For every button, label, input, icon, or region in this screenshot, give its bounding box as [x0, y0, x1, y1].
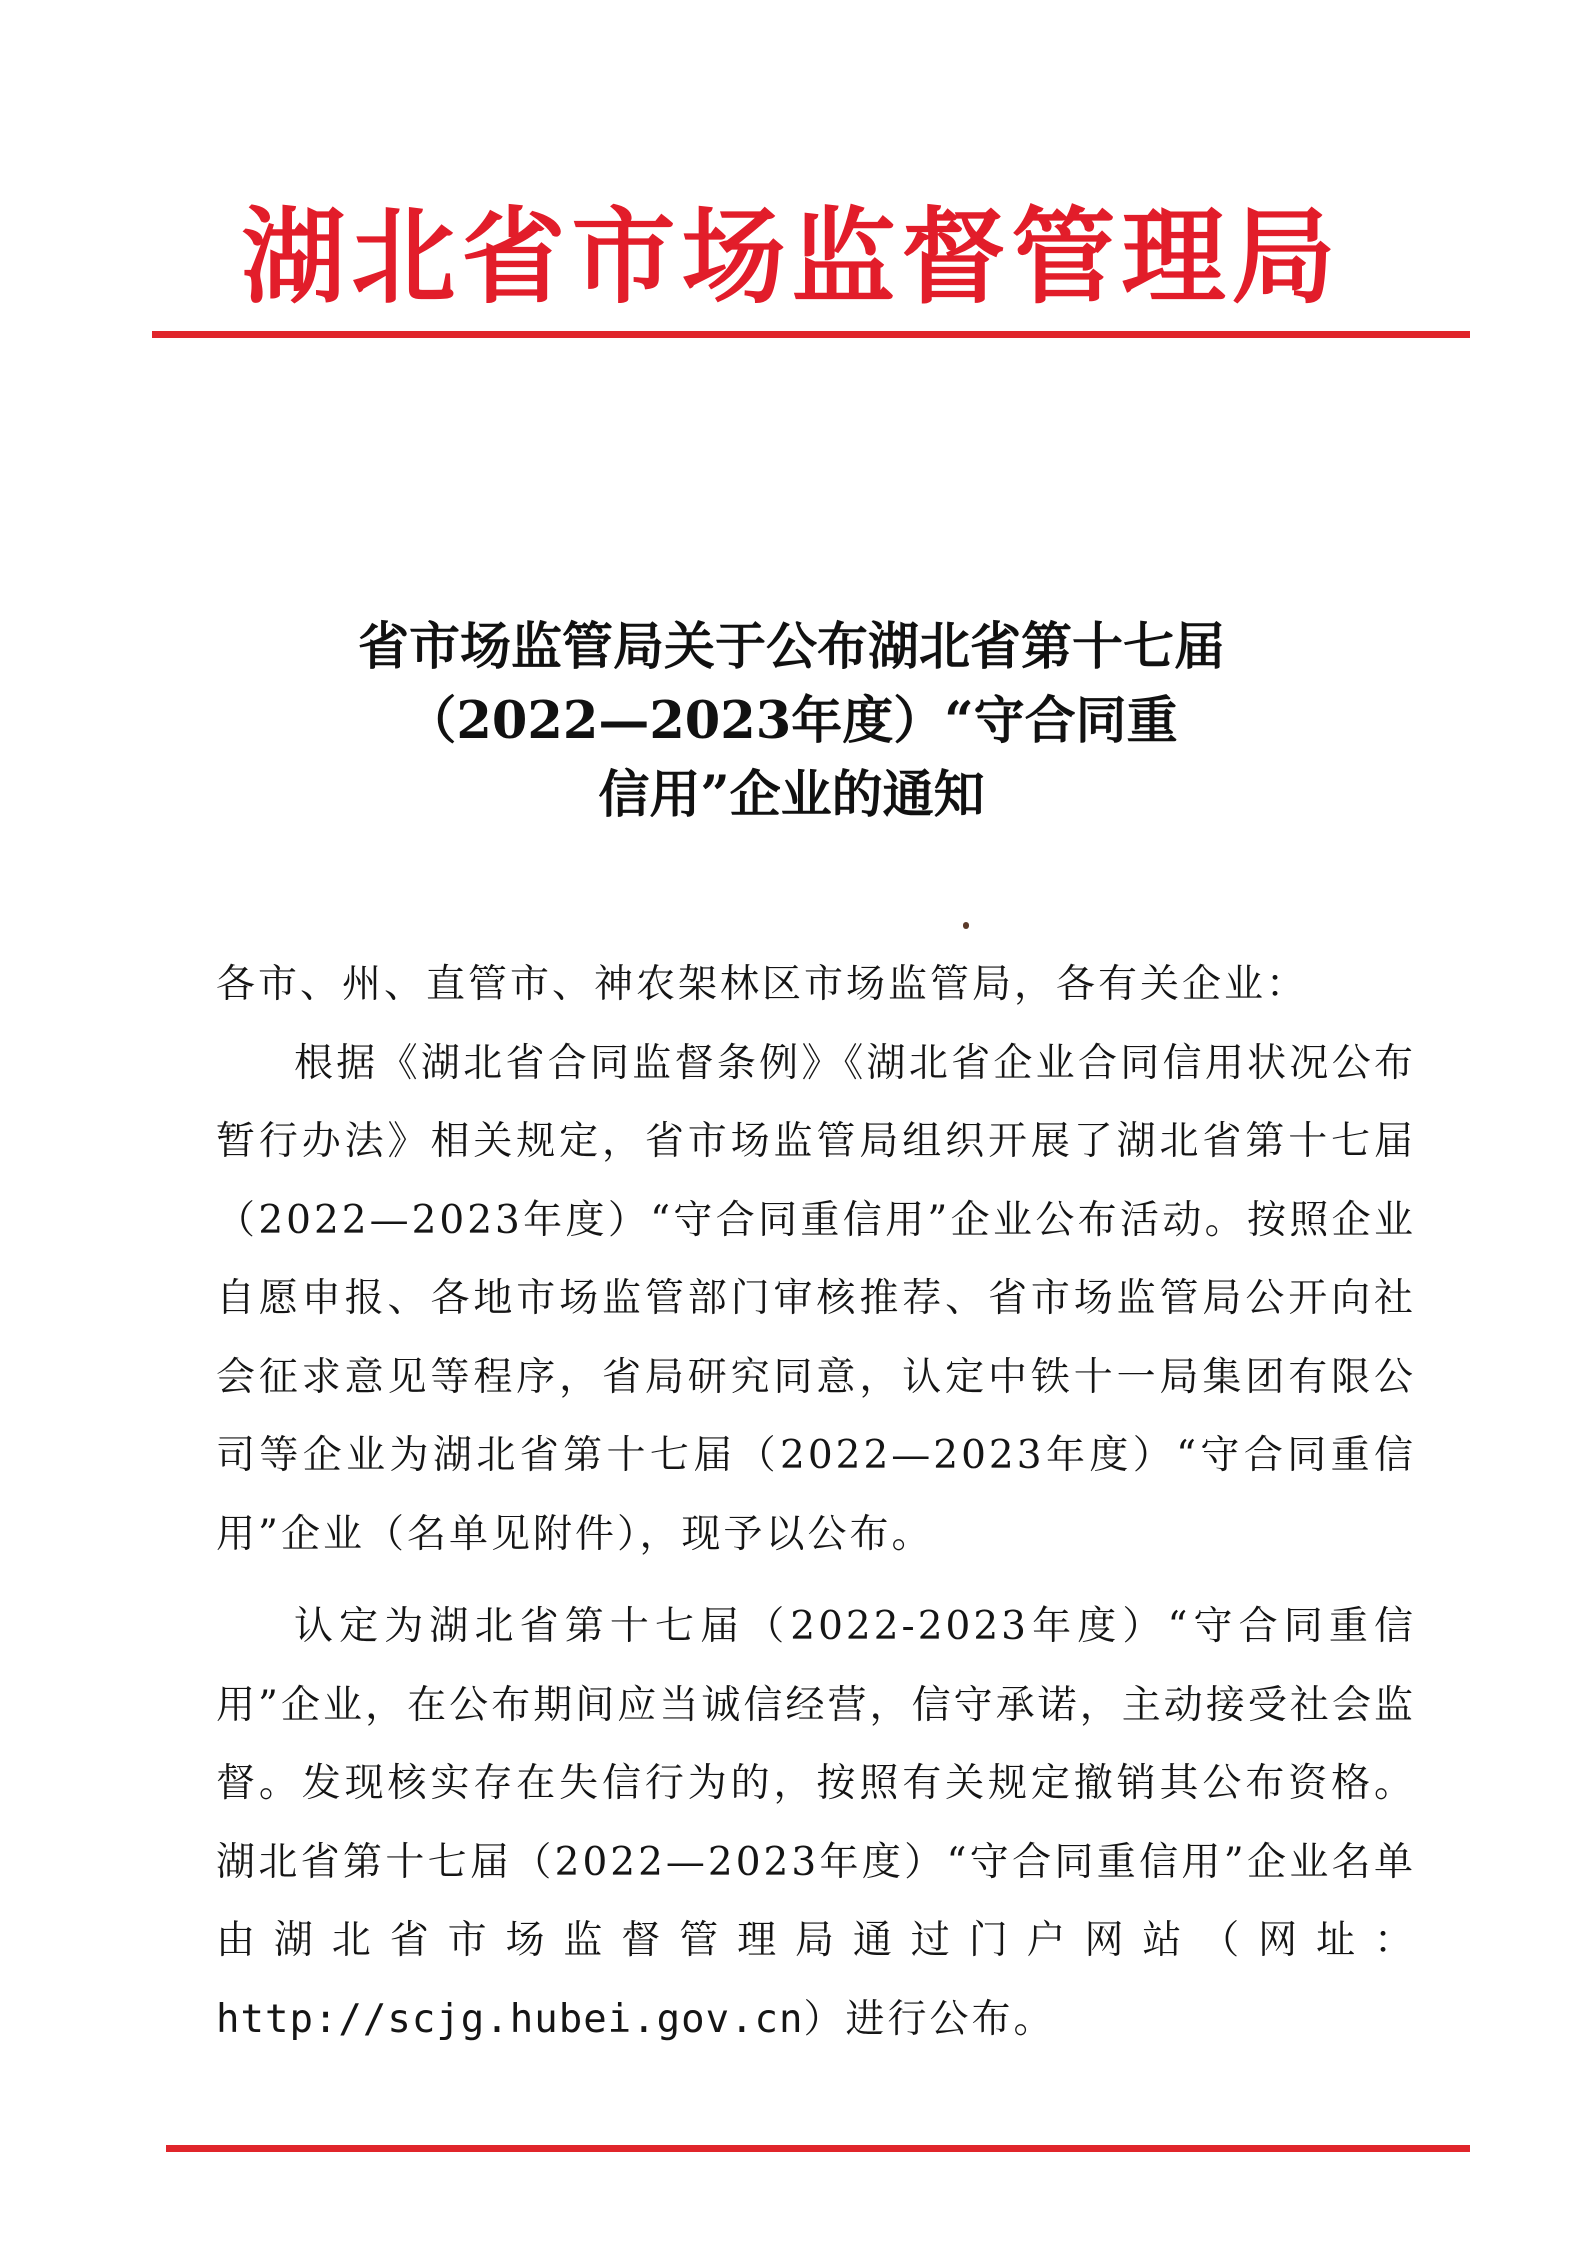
paragraph-text: 认定为湖北省第十七届（2022-2023年度）“守合同重信用”企业，在公布期间应当诚信经营，信守承诺，主动接受社会监督。发现核实存在失信行为的，按照有关规定撤销其公布资格。湖北省第十七届（2022—2023年度）“守合同重信用”企业名单由湖北省市场监督管理局通过门户网站（网址：	[216, 1604, 1416, 1963]
website-url: http://scjg.hubei.gov.cn	[216, 1996, 804, 2042]
footer-red-rule	[166, 2145, 1470, 2152]
addressee-line: 各市、州、直管市、神农架林区市场监管局，各有关企业：	[216, 962, 1309, 1007]
issuing-authority-title: 湖北省市场监督管理局	[241, 195, 1342, 318]
scan-speck	[963, 922, 969, 929]
header-red-rule	[152, 331, 1470, 338]
body-paragraph	[216, 1588, 1416, 2059]
document-title-line: 省市场监管局关于公布湖北省第十七届	[357, 617, 1225, 677]
paragraph-tail: ）进行公布。	[803, 1996, 1056, 2042]
document-title-line: （2022—2023年度）“守合同重	[405, 691, 1178, 751]
body-paragraph: 根据《湖北省合同监督条例》《湖北省企业合同信用状况公布暂行办法》相关规定，省市场监管局组织开展了湖北省第十七届（2022—2023年度）“守合同重信用”企业公布活动。按照企业自愿申报、各地市场监管部门审核推荐、省市场监管局公开向社会征求意见等程序，省局研究同意，认定中铁十一局集团有限公司等企业为湖北省第十七届（2022—2023年度）“守合同重信用”企业（名单见附件），现予以公布。	[216, 1040, 1416, 1557]
document-title	[150, 610, 1433, 832]
document-body	[216, 946, 1416, 2059]
document-title-line: 信用”企业的通知	[598, 765, 985, 825]
